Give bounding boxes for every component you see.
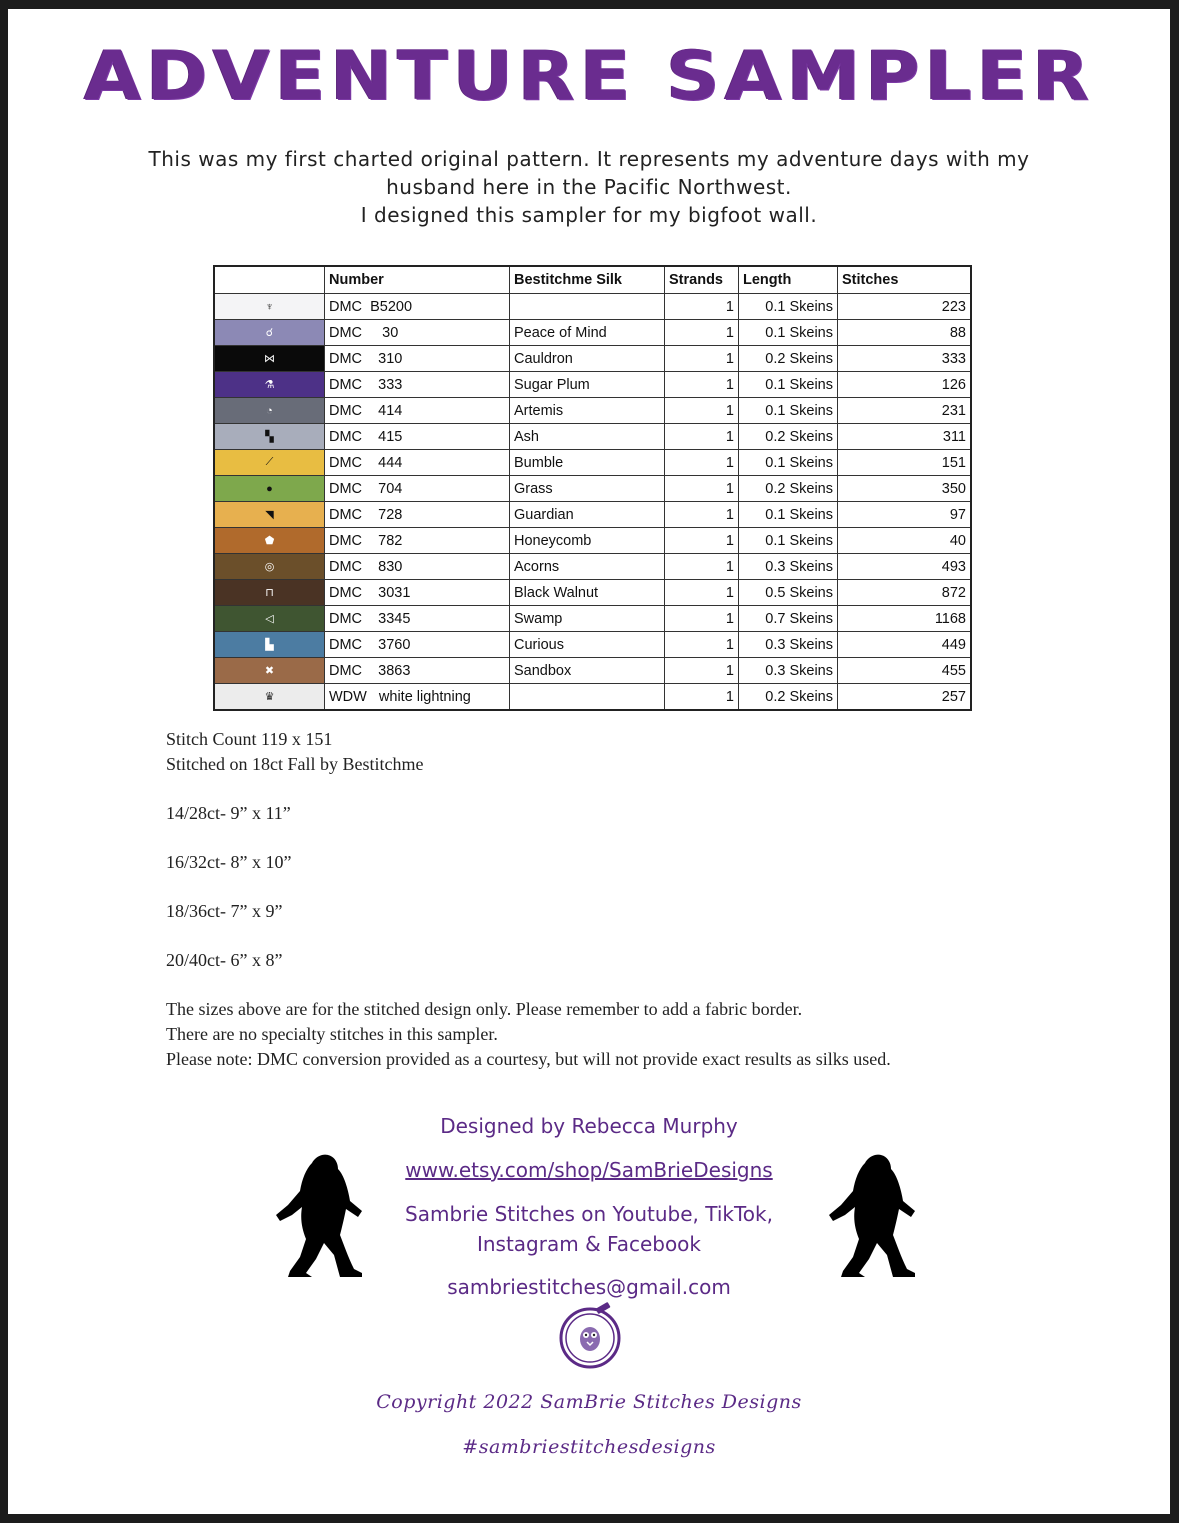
silk-name: Ash [510,424,665,450]
page-title: ADVENTURE SAMPLER [83,36,1095,116]
color-swatch: ♛ [214,684,325,711]
silk-name: Sandbox [510,658,665,684]
thread-key-table [213,265,972,711]
stitches-value: 231 [838,398,972,424]
color-swatch: ⊓ [214,580,325,606]
thread-number: DMC 782 [325,528,510,554]
stitches-value: 97 [838,502,972,528]
stitches-value: 333 [838,346,972,372]
strands-value: 1 [665,502,739,528]
silk-name [510,294,665,320]
table-row [214,476,971,502]
table-row [214,658,971,684]
thread-number: DMC 333 [325,372,510,398]
length-value: 0.1 Skeins [739,528,838,554]
color-swatch: ▚ [214,424,325,450]
stitches-value: 449 [838,632,972,658]
silk-name: Peace of Mind [510,320,665,346]
table-row [214,294,971,320]
color-swatch: ▙ [214,632,325,658]
length-value: 0.2 Skeins [739,346,838,372]
thread-number: WDW white lightning [325,684,510,711]
stitches-value: 40 [838,528,972,554]
length-value: 0.1 Skeins [739,320,838,346]
thread-number: DMC 3345 [325,606,510,632]
size-line: 16/32ct- 8” x 10” [166,852,292,872]
table-row [214,684,971,711]
header-stitches: Stitches [838,266,972,294]
color-swatch: ♆ [214,294,325,320]
silk-name: Curious [510,632,665,658]
strands-value: 1 [665,476,739,502]
stitches-value: 88 [838,320,972,346]
table-row [214,632,971,658]
fabric-info: Stitched on 18ct Fall by Bestitchme [166,754,424,774]
table-row [214,320,971,346]
stitch-count: Stitch Count 119 x 151 [166,729,333,749]
table-row [214,450,971,476]
length-value: 0.5 Skeins [739,580,838,606]
copyright-line: Copyright 2022 SamBrie Stitches Designs [376,1391,802,1413]
thread-number: DMC 30 [325,320,510,346]
thread-number: DMC 704 [325,476,510,502]
strands-value: 1 [665,372,739,398]
length-value: 0.1 Skeins [739,294,838,320]
thread-number: DMC 3863 [325,658,510,684]
stitches-value: 126 [838,372,972,398]
table-header-row [214,266,971,294]
strands-value: 1 [665,554,739,580]
social-line: Instagram & Facebook [476,1232,702,1256]
thread-number: DMC 444 [325,450,510,476]
designer-credit: Designed by Rebecca Murphy [440,1114,738,1138]
sambrie-logo-icon [556,1302,624,1370]
strands-value: 1 [665,684,739,711]
social-line: Sambrie Stitches on Youtube, TikTok, [405,1202,773,1226]
strands-value: 1 [665,450,739,476]
length-value: 0.1 Skeins [739,398,838,424]
silk-name: Guardian [510,502,665,528]
strands-value: 1 [665,606,739,632]
stitches-value: 223 [838,294,972,320]
hashtag-line: #sambriestitchesdesigns [462,1436,716,1458]
thread-number: DMC 830 [325,554,510,580]
table-row [214,528,971,554]
color-swatch: ◔ [214,398,325,424]
thread-number: DMC 728 [325,502,510,528]
silk-name: Acorns [510,554,665,580]
strands-value: 1 [665,294,739,320]
header-silk: Bestitchme Silk [510,266,665,294]
strands-value: 1 [665,424,739,450]
stitches-value: 257 [838,684,972,711]
length-value: 0.2 Skeins [739,476,838,502]
color-swatch: ☌ [214,320,325,346]
thread-number: DMC 3760 [325,632,510,658]
stitches-value: 493 [838,554,972,580]
length-value: 0.3 Skeins [739,554,838,580]
color-swatch: ⋈ [214,346,325,372]
strands-value: 1 [665,632,739,658]
length-value: 0.1 Skeins [739,502,838,528]
silk-name: Sugar Plum [510,372,665,398]
length-value: 0.2 Skeins [739,684,838,711]
table-row [214,554,971,580]
strands-value: 1 [665,346,739,372]
silk-name: Cauldron [510,346,665,372]
silk-name: Black Walnut [510,580,665,606]
table-row [214,346,971,372]
silk-name [510,684,665,711]
thread-number: DMC B5200 [325,294,510,320]
thread-number: DMC 415 [325,424,510,450]
strands-value: 1 [665,658,739,684]
color-swatch: ◎ [214,554,325,580]
strands-value: 1 [665,580,739,606]
thread-number: DMC 3031 [325,580,510,606]
strands-value: 1 [665,528,739,554]
pattern-page [8,9,1170,1514]
header-swatch [214,266,325,294]
table-row [214,398,971,424]
stitches-value: 151 [838,450,972,476]
length-value: 0.1 Skeins [739,372,838,398]
color-swatch: ◁ [214,606,325,632]
silk-name: Grass [510,476,665,502]
strands-value: 1 [665,320,739,346]
length-value: 0.3 Skeins [739,658,838,684]
color-swatch: ⚗ [214,372,325,398]
table-row [214,502,971,528]
table-row [214,424,971,450]
stitches-value: 311 [838,424,972,450]
length-value: 0.7 Skeins [739,606,838,632]
silk-name: Swamp [510,606,665,632]
bigfoot-silhouette-icon [270,1149,370,1279]
table-row [214,580,971,606]
note-line: The sizes above are for the stitched design only. Please remember to add a fabric border. [166,999,803,1019]
size-line: 14/28ct- 9” x 11” [166,803,291,823]
etsy-link[interactable]: www.etsy.com/shop/SamBrieDesigns [405,1158,773,1182]
stitches-value: 350 [838,476,972,502]
color-swatch: ● [214,476,325,502]
thread-number: DMC 414 [325,398,510,424]
color-swatch: ⬟ [214,528,325,554]
intro-line: I designed this sampler for my bigfoot wall. [360,203,818,227]
silk-name: Bumble [510,450,665,476]
length-value: 0.1 Skeins [739,450,838,476]
thread-number: DMC 310 [325,346,510,372]
color-swatch: ⟋ [214,450,325,476]
stitches-value: 455 [838,658,972,684]
pattern-notes [166,727,891,1072]
bigfoot-silhouette-icon [823,1149,923,1279]
note-line: Please note: DMC conversion provided as a courtesy, but will not provide exact results as silks used. [166,1049,891,1069]
strands-value: 1 [665,398,739,424]
intro-line: This was my first charted original pattern. It represents my adventure days with my [148,147,1030,171]
table-row [214,606,971,632]
note-line: There are no specialty stitches in this sampler. [166,1024,498,1044]
header-length: Length [739,266,838,294]
silk-name: Honeycomb [510,528,665,554]
stitches-value: 872 [838,580,972,606]
header-number: Number [325,266,510,294]
length-value: 0.2 Skeins [739,424,838,450]
table-row [214,372,971,398]
size-line: 20/40ct- 6” x 8” [166,950,283,970]
color-swatch: ✖ [214,658,325,684]
stitches-value: 1168 [838,606,972,632]
size-line: 18/36ct- 7” x 9” [166,901,283,921]
silk-name: Artemis [510,398,665,424]
email-address: sambriestitches@gmail.com [447,1275,731,1299]
length-value: 0.3 Skeins [739,632,838,658]
intro-text [8,145,1170,229]
header-strands: Strands [665,266,739,294]
intro-line: husband here in the Pacific Northwest. [386,175,792,199]
color-swatch: ◥ [214,502,325,528]
